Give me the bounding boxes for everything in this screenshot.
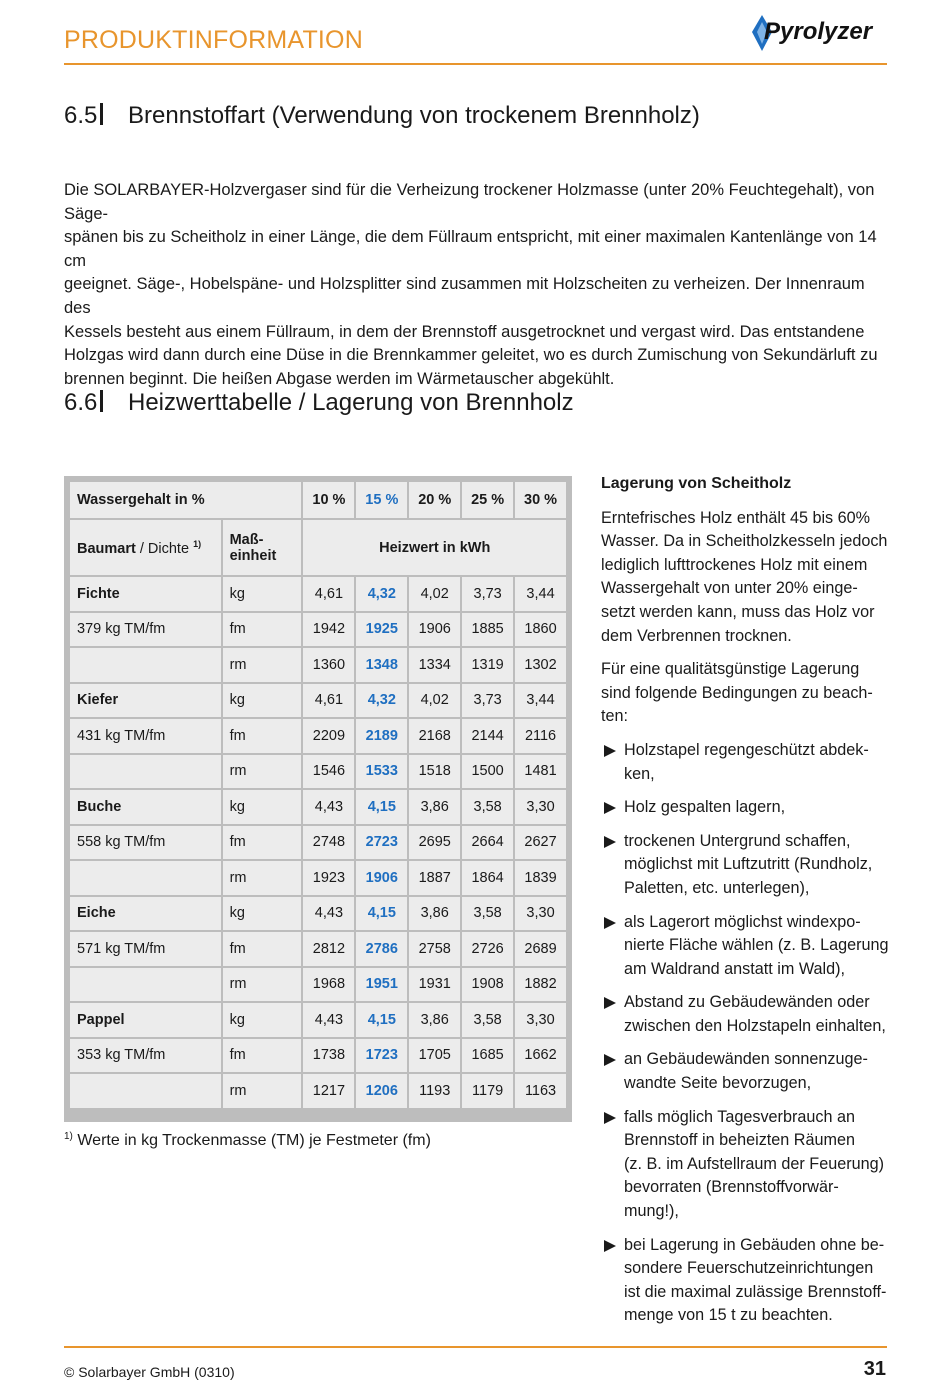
unit-cell: rm	[223, 968, 302, 1002]
heating-value-grid	[68, 480, 568, 1110]
value-cell: 2723	[356, 826, 407, 860]
value-cell: 1887	[409, 861, 460, 895]
pyrolyzer-logo	[748, 12, 890, 54]
triangle-bullet-icon	[604, 997, 616, 1009]
list-item	[601, 991, 891, 1038]
value-cell: 4,43	[303, 897, 354, 931]
value-cell: 1193	[409, 1074, 460, 1108]
value-cell: 1951	[356, 968, 407, 1002]
text-line: zwischen den Holzstapeln einhalten,	[624, 1016, 886, 1035]
value-cell: 1662	[515, 1039, 566, 1073]
value-cell: 2758	[409, 932, 460, 966]
water-col: 15 %	[356, 482, 407, 518]
value-cell: 3,30	[515, 790, 566, 824]
section-number: 6.5	[64, 102, 98, 129]
value-cell: 3,30	[515, 1003, 566, 1037]
table-row	[70, 861, 566, 895]
species-cell: Eiche	[70, 897, 221, 931]
page-number: 31	[863, 1358, 886, 1380]
value-cell: 3,44	[515, 684, 566, 718]
table-row	[70, 1039, 566, 1073]
value-cell: 4,15	[356, 790, 407, 824]
species-cell: 571 kg TM/fm	[70, 932, 221, 966]
water-col: 25 %	[462, 482, 513, 518]
text-line: Brennstoff in beheizten Räumen	[624, 1131, 855, 1150]
value-cell: 3,86	[409, 790, 460, 824]
value-cell: 2627	[515, 826, 566, 860]
value-cell: 1179	[462, 1074, 513, 1108]
section-heading-6-5	[64, 102, 700, 130]
value-cell: 1302	[515, 648, 566, 682]
value-cell: 2689	[515, 932, 566, 966]
species-cell: Buche	[70, 790, 221, 824]
text-line: Für eine qualitätsgünstige Lagerung	[601, 660, 860, 679]
section-heading-6-6	[64, 389, 574, 417]
sidebar-paragraph-2	[601, 658, 891, 729]
table-header-row	[70, 482, 566, 518]
value-cell: 1481	[515, 755, 566, 789]
text-line: Holzstapel regengeschützt abdek-	[624, 740, 869, 759]
unit-cell: kg	[223, 1003, 302, 1037]
table-row	[70, 648, 566, 682]
value-cell: 3,30	[515, 897, 566, 931]
value-cell: 1839	[515, 861, 566, 895]
species-cell: Fichte	[70, 577, 221, 611]
value-cell: 1885	[462, 613, 513, 647]
table-row	[70, 790, 566, 824]
value-cell: 1546	[303, 755, 354, 789]
unit-cell: rm	[223, 755, 302, 789]
unit-cell: rm	[223, 648, 302, 682]
species-cell	[70, 648, 221, 682]
value-cell: 1163	[515, 1074, 566, 1108]
value-cell: 3,73	[462, 577, 513, 611]
value-cell: 3,44	[515, 577, 566, 611]
species-header	[70, 520, 221, 575]
table-row	[70, 968, 566, 1002]
table-row	[70, 826, 566, 860]
table-row	[70, 1003, 566, 1037]
table-row	[70, 932, 566, 966]
value-cell: 1738	[303, 1039, 354, 1073]
value-cell: 2168	[409, 719, 460, 753]
unit-cell: kg	[223, 897, 302, 931]
text-line: sind folgende Bedingungen zu beach-	[601, 683, 873, 702]
table-row	[70, 684, 566, 718]
value-cell: 1500	[462, 755, 513, 789]
section-bar	[100, 390, 103, 412]
table-row	[70, 1074, 566, 1108]
list-item	[601, 796, 891, 820]
unit-header	[223, 520, 302, 575]
text-line: wandte Seite bevorzugen,	[624, 1074, 812, 1093]
value-cell: 1864	[462, 861, 513, 895]
text-line: Abstand zu Gebäudewänden oder	[624, 993, 870, 1012]
value-cell: 1334	[409, 648, 460, 682]
value-cell: 4,02	[409, 577, 460, 611]
list-item	[601, 1234, 891, 1328]
value-cell: 2695	[409, 826, 460, 860]
water-col: 10 %	[303, 482, 354, 518]
value-cell: 3,58	[462, 897, 513, 931]
list-item	[601, 739, 891, 786]
species-cell: 431 kg TM/fm	[70, 719, 221, 753]
text-line: bei Lagerung in Gebäuden ohne be-	[624, 1235, 885, 1254]
intro-paragraph	[64, 179, 888, 391]
table-row	[70, 897, 566, 931]
value-cell: 2209	[303, 719, 354, 753]
value-cell: 4,15	[356, 897, 407, 931]
text-line: Holz gespalten lagern,	[624, 798, 786, 817]
value-cell: 2726	[462, 932, 513, 966]
value-cell: 3,86	[409, 897, 460, 931]
unit-cell: fm	[223, 826, 302, 860]
value-cell: 1925	[356, 613, 407, 647]
value-cell: 1931	[409, 968, 460, 1002]
text-line: nierte Fläche wählen (z. B. Lagerung	[624, 936, 889, 955]
list-item	[601, 1048, 891, 1095]
value-cell: 3,86	[409, 1003, 460, 1037]
text-line: mung!),	[624, 1202, 679, 1221]
triangle-bullet-icon	[604, 1240, 616, 1252]
heating-value-table	[64, 476, 572, 1122]
table-row	[70, 577, 566, 611]
storage-conditions-list	[601, 739, 891, 1328]
text-line: lediglich lufttrockenes Holz mit einem	[601, 555, 868, 574]
list-item	[601, 911, 891, 982]
value-cell: 2748	[303, 826, 354, 860]
value-cell: 4,15	[356, 1003, 407, 1037]
text-line: Paletten, etc. unterlegen),	[624, 878, 810, 897]
water-col: 30 %	[515, 482, 566, 518]
text-line: am Waldrand anstatt im Wald),	[624, 959, 845, 978]
density-label: / Dichte	[139, 540, 190, 557]
intro-line: geeignet. Säge-, Hobelspäne- und Holzsplitter sind zusammen mit Holzscheiten zu verheizen. Der Innenraum des	[64, 275, 865, 317]
species-cell: 558 kg TM/fm	[70, 826, 221, 860]
species-cell: 353 kg TM/fm	[70, 1039, 221, 1073]
value-cell: 1705	[409, 1039, 460, 1073]
unit-cell: kg	[223, 577, 302, 611]
table-row	[70, 719, 566, 753]
value-cell: 1217	[303, 1074, 354, 1108]
text-line: dem Verbrennen trocknen.	[601, 626, 792, 645]
list-item	[601, 1106, 891, 1224]
triangle-bullet-icon	[604, 917, 616, 929]
table-subheader-row	[70, 520, 566, 575]
value-cell: 1533	[356, 755, 407, 789]
triangle-bullet-icon	[604, 802, 616, 814]
intro-line: brennen beginnt. Die heißen Abgase werden im Wärmetauscher abgekühlt.	[64, 369, 615, 388]
value-cell: 1906	[409, 613, 460, 647]
text-line: ist die maximal zulässige Brennstoff-	[624, 1282, 887, 1301]
footnote-mark: 1)	[64, 1131, 73, 1142]
species-cell: Pappel	[70, 1003, 221, 1037]
species-cell	[70, 1074, 221, 1108]
intro-line: Kessels besteht aus einem Füllraum, in dem der Brennstoff ausgetrocknet und vergast wird. Das entstandene	[64, 322, 865, 341]
value-cell: 4,61	[303, 577, 354, 611]
triangle-bullet-icon	[604, 745, 616, 757]
header-rule	[64, 63, 887, 65]
text-line: setzt werden kann, muss das Holz vor	[601, 602, 875, 621]
section-number: 6.6	[64, 389, 98, 416]
text-line: sondere Feuerschutzeinrichtungen	[624, 1259, 874, 1278]
text-line: Erntefrisches Holz enthält 45 bis 60%	[601, 508, 871, 527]
water-col: 20 %	[409, 482, 460, 518]
species-cell	[70, 755, 221, 789]
value-cell: 4,32	[356, 577, 407, 611]
value-cell: 4,02	[409, 684, 460, 718]
triangle-bullet-icon	[604, 1112, 616, 1124]
value-cell: 2812	[303, 932, 354, 966]
text-line: Wassergehalt von unter 20% einge-	[601, 579, 858, 598]
text-line: an Gebäudewänden sonnenzuge-	[624, 1050, 868, 1069]
header-title: PRODUKTINFORMATION	[64, 26, 363, 54]
unit-label-line: einheit	[229, 547, 277, 564]
unit-cell: fm	[223, 719, 302, 753]
unit-cell: fm	[223, 1039, 302, 1073]
value-cell: 4,61	[303, 684, 354, 718]
text-line: als Lagerort möglichst windexpo-	[624, 912, 861, 931]
value-cell: 1319	[462, 648, 513, 682]
species-label: Baumart	[77, 540, 136, 557]
table-footnote	[64, 1131, 431, 1150]
value-cell: 2189	[356, 719, 407, 753]
value-cell: 1860	[515, 613, 566, 647]
text-line: möglichst mit Luftzutritt (Rundholz,	[624, 855, 873, 874]
heat-value-header: Heizwert in kWh	[303, 520, 566, 575]
unit-cell: fm	[223, 613, 302, 647]
value-cell: 2116	[515, 719, 566, 753]
intro-line: Die SOLARBAYER-Holzvergaser sind für die Verheizung trockener Holzmasse (unter 20% Feuchtegehalt), von Säge-	[64, 181, 875, 223]
value-cell: 1348	[356, 648, 407, 682]
species-cell	[70, 968, 221, 1002]
section-title: Brennstoffart (Verwendung von trockenem Brennholz)	[128, 102, 700, 129]
footer-copyright: © Solarbayer GmbH (0310)	[64, 1364, 235, 1380]
text-line: ten:	[601, 707, 629, 726]
sidebar-title: Lagerung von Scheitholz	[601, 475, 792, 492]
value-cell: 1908	[462, 968, 513, 1002]
text-line: (z. B. im Aufstellraum der Feuerung)	[624, 1154, 884, 1173]
text-line: trockenen Untergrund schaffen,	[624, 831, 851, 850]
species-cell: 379 kg TM/fm	[70, 613, 221, 647]
unit-cell: kg	[223, 684, 302, 718]
text-line: bevorraten (Brennstoffvorwär-	[624, 1178, 839, 1197]
table-row	[70, 755, 566, 789]
water-content-label: Wassergehalt in %	[70, 482, 301, 518]
value-cell: 1360	[303, 648, 354, 682]
value-cell: 1923	[303, 861, 354, 895]
unit-cell: kg	[223, 790, 302, 824]
logo-text: Pyrolyzer	[764, 18, 873, 45]
value-cell: 2664	[462, 826, 513, 860]
sidebar-paragraph-1	[601, 507, 891, 649]
list-item	[601, 830, 891, 901]
unit-cell: rm	[223, 1074, 302, 1108]
text-line: menge von 15 t zu beachten.	[624, 1306, 833, 1325]
triangle-bullet-icon	[604, 836, 616, 848]
value-cell: 2144	[462, 719, 513, 753]
value-cell: 3,73	[462, 684, 513, 718]
triangle-bullet-icon	[604, 1054, 616, 1066]
intro-line: Holzgas wird dann durch eine Düse in die Brennkammer geleitet, wo es durch Zumischung von Sekundärluft zu	[64, 346, 878, 365]
value-cell: 1906	[356, 861, 407, 895]
value-cell: 4,43	[303, 790, 354, 824]
value-cell: 1685	[462, 1039, 513, 1073]
footnote-text: Werte in kg Trockenmasse (TM) je Festmeter (fm)	[77, 1132, 431, 1149]
value-cell: 1882	[515, 968, 566, 1002]
value-cell: 4,32	[356, 684, 407, 718]
value-cell: 4,43	[303, 1003, 354, 1037]
unit-cell: rm	[223, 861, 302, 895]
text-line: Wasser. Da in Scheitholzkesseln jedoch	[601, 532, 888, 551]
text-line: ken,	[624, 764, 655, 783]
species-cell: Kiefer	[70, 684, 221, 718]
value-cell: 3,58	[462, 1003, 513, 1037]
value-cell: 1206	[356, 1074, 407, 1108]
intro-line: spänen bis zu Scheitholz in einer Länge, die dem Füllraum entspricht, mit einer maximalen Kantenlänge von 14 cm	[64, 228, 877, 270]
section-title: Heizwerttabelle / Lagerung von Brennholz	[128, 389, 574, 416]
unit-cell: fm	[223, 932, 302, 966]
species-cell	[70, 861, 221, 895]
storage-sidebar	[601, 472, 891, 1338]
density-footnote-mark: 1)	[193, 538, 202, 549]
table-row	[70, 613, 566, 647]
value-cell: 1518	[409, 755, 460, 789]
text-line: falls möglich Tagesverbrauch an	[624, 1107, 855, 1126]
value-cell: 2786	[356, 932, 407, 966]
unit-label-line: Maß-	[229, 531, 264, 548]
value-cell: 1723	[356, 1039, 407, 1073]
section-bar	[100, 103, 103, 125]
value-cell: 3,58	[462, 790, 513, 824]
value-cell: 1968	[303, 968, 354, 1002]
footer-rule	[64, 1346, 887, 1348]
value-cell: 1942	[303, 613, 354, 647]
